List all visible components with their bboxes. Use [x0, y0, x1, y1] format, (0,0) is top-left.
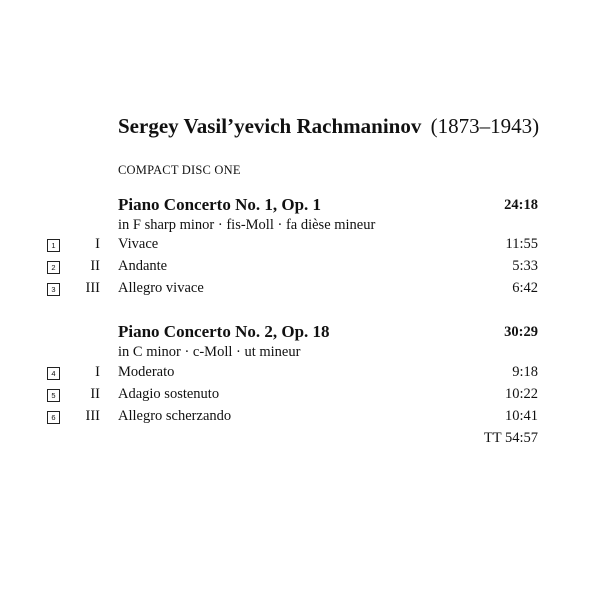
track-title: Adagio sostenuto: [118, 386, 220, 402]
track-duration: 10:41: [504, 408, 538, 424]
track-number-box: 2: [47, 261, 60, 274]
track-row: [0, 386, 600, 408]
track-row: [0, 280, 600, 302]
track-duration: 11:55: [505, 236, 538, 252]
track-duration: 5:33: [512, 258, 538, 274]
track-number-box: 1: [47, 239, 60, 252]
track-row: [0, 258, 600, 280]
track-duration: 6:42: [512, 280, 538, 296]
work-title: Piano Concerto No. 1, Op. 1: [118, 195, 322, 214]
disc-label: COMPACT DISC ONE: [118, 163, 241, 177]
track-number-box: 5: [47, 389, 60, 402]
track-number-box: 6: [47, 411, 60, 424]
work-key: in C minor · c-Moll · ut mineur: [118, 344, 301, 360]
track-title: Andante: [118, 258, 168, 274]
track-row: [0, 236, 600, 258]
composer-dates: (1873–1943): [430, 114, 540, 138]
track-title: Allegro scherzando: [118, 408, 232, 424]
movement-number: I: [95, 364, 100, 380]
movement-number: II: [90, 258, 100, 274]
movement-number: I: [95, 236, 100, 252]
total-time: TT 54:57: [483, 430, 538, 446]
composer-name: Sergey Vasil’yevich Rachmaninov: [118, 114, 422, 138]
track-number-box: 4: [47, 367, 60, 380]
movement-number: III: [85, 408, 100, 424]
track-row: [0, 364, 600, 386]
track-title: Vivace: [118, 236, 159, 252]
movement-number: II: [90, 386, 100, 402]
track-duration: 10:22: [504, 386, 538, 402]
composer-heading: [118, 114, 539, 139]
track-duration: 9:18: [512, 364, 538, 380]
movement-number: III: [85, 280, 100, 296]
track-row: [0, 408, 600, 430]
work-key: in F sharp minor · fis-Moll · fa dièse mineur: [118, 217, 376, 233]
track-number-box: 3: [47, 283, 60, 296]
track-title: Moderato: [118, 364, 175, 380]
track-title: Allegro vivace: [118, 280, 204, 296]
work-total-duration: 24:18: [504, 197, 538, 213]
work-title: Piano Concerto No. 2, Op. 18: [118, 322, 330, 341]
work-total-duration: 30:29: [504, 324, 538, 340]
